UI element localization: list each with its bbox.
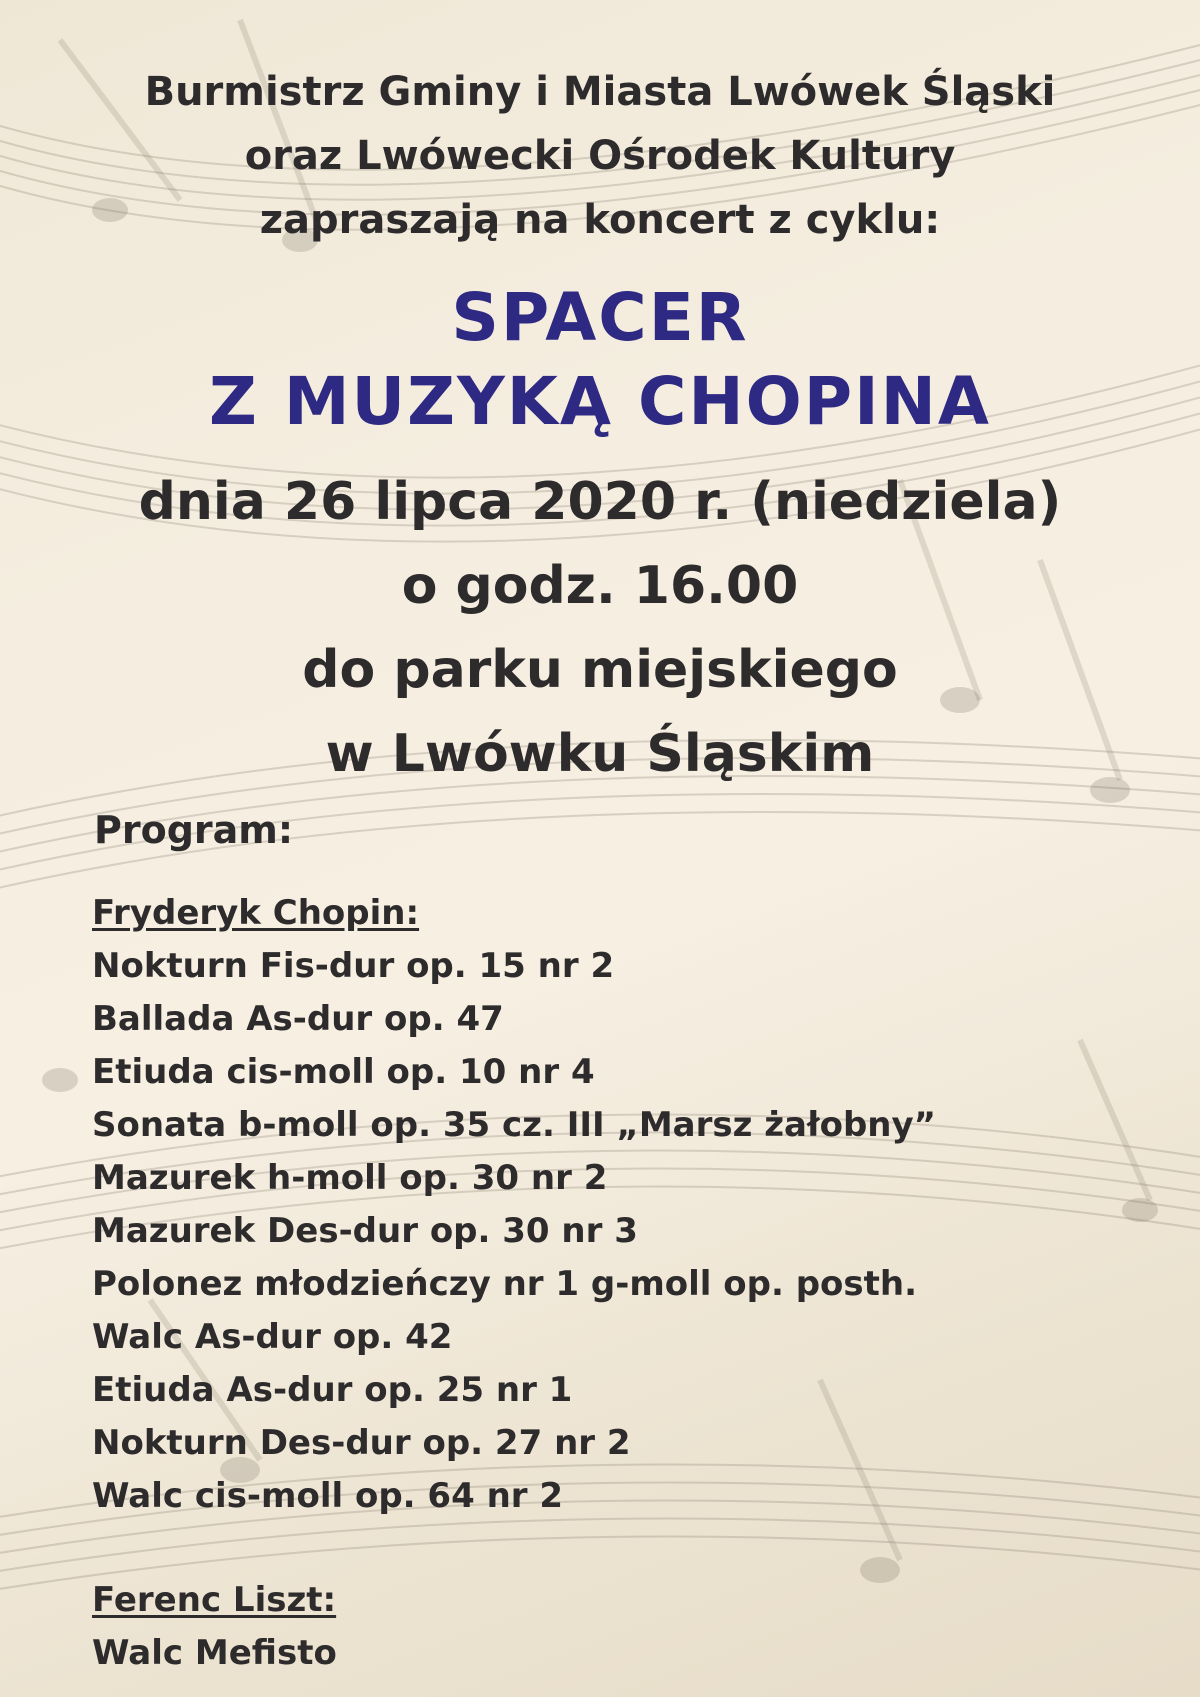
composer-name: Fryderyk Chopin:: [92, 893, 420, 933]
program-item: Walc As-dur op. 42: [92, 1317, 453, 1357]
program-item: Ballada As-dur op. 47: [92, 999, 504, 1039]
event-time: o godz. 16.00: [401, 556, 799, 616]
program-item: Walc cis-moll op. 64 nr 2: [92, 1476, 564, 1516]
intro-line: zapraszają na koncert z cyklu:: [259, 197, 941, 243]
composer-section-liszt: [92, 1574, 337, 1680]
concert-title: [0, 276, 1200, 444]
program-item: Etiuda As-dur op. 25 nr 1: [92, 1370, 573, 1410]
program-item: Sonata b-moll op. 35 cz. III „Marsz żałobny”: [92, 1105, 937, 1145]
event-date: dnia 26 lipca 2020 r. (niedziela): [138, 472, 1062, 532]
event-location: w Lwówku Śląskim: [325, 724, 875, 784]
intro-line: Burmistrz Gminy i Miasta Lwówek Śląski: [144, 69, 1056, 115]
program-heading: Program:: [94, 808, 294, 852]
title-line: Z MUZYKĄ CHOPINA: [209, 363, 991, 440]
program-item: Nokturn Des-dur op. 27 nr 2: [92, 1423, 631, 1463]
composer-name: Ferenc Liszt:: [92, 1580, 337, 1620]
program-item: Mazurek h-moll op. 30 nr 2: [92, 1158, 608, 1198]
composer-section-chopin: [92, 887, 936, 1523]
program-item: Etiuda cis-moll op. 10 nr 4: [92, 1052, 595, 1092]
event-details: [0, 460, 1200, 796]
title-line: SPACER: [451, 279, 749, 356]
event-venue: do parku miejskiego: [302, 640, 898, 700]
program-item: Mazurek Des-dur op. 30 nr 3: [92, 1211, 638, 1251]
program-item: Walc Mefisto: [92, 1633, 337, 1673]
program-item: Polonez młodzieńczy nr 1 g-moll op. posth.: [92, 1264, 918, 1304]
intro-line: oraz Lwówecki Ośrodek Kultury: [244, 133, 956, 179]
program-item: Nokturn Fis-dur op. 15 nr 2: [92, 946, 615, 986]
organizers-intro: [0, 60, 1200, 252]
